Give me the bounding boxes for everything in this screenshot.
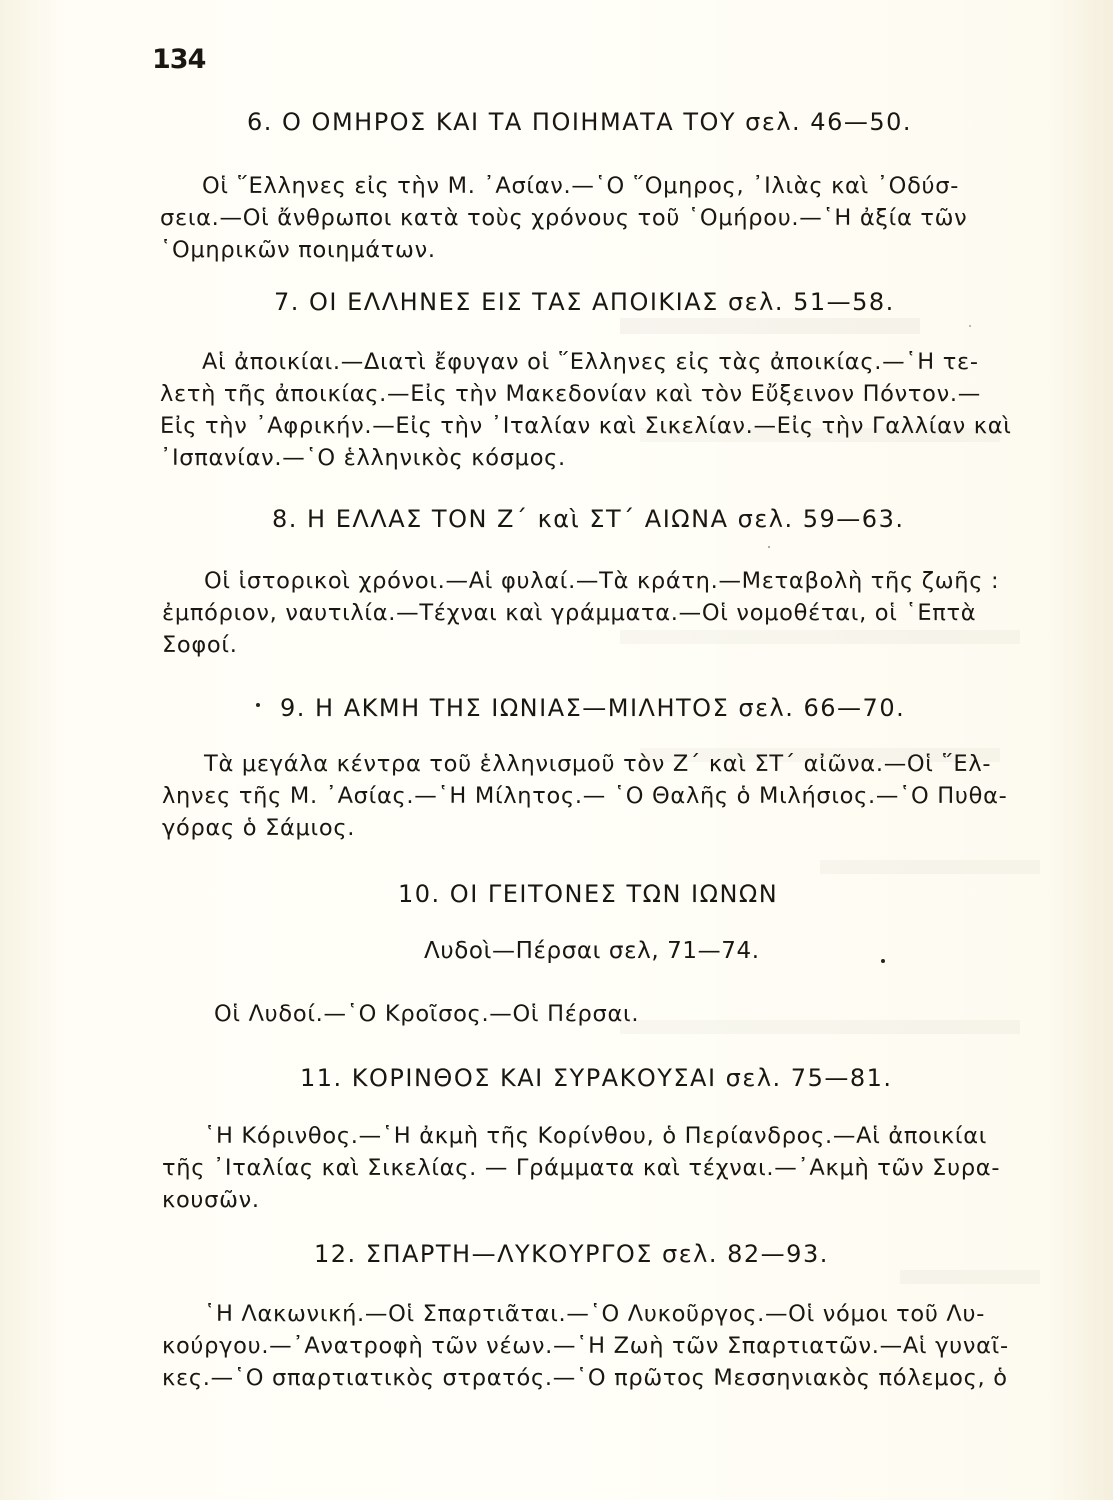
section-summary <box>162 748 1024 844</box>
summary-line: ἐμπόριον, ναυτιλία.—Τέχναι καὶ γράμματα.—Οἱ νομοθέται, οἱ ῾Επτὰ <box>162 600 977 626</box>
summary-line: γόρας ὁ Σάμιος. <box>162 815 356 841</box>
summary-line: ῾Η Κόρινθος.—῾Η ἀκμὴ τῆς Κορίνθου, ὁ Περίανδρος.—Αἱ ἀποικίαι <box>204 1123 988 1149</box>
section-heading: 10. ΟΙ ΓΕΙΤΟΝΕΣ ΤΩΝ ΙΩΝΩΝ <box>398 880 779 908</box>
summary-line: Τὰ μεγάλα κέντρα τοῦ ἑλληνισμοῦ τὸν Ζ΄ καὶ ΣΤ΄ αἰῶνα.—Οἱ ῞Ελ- <box>204 751 992 777</box>
show-through-smudge <box>820 860 1040 874</box>
summary-line: κουσῶν. <box>162 1187 260 1213</box>
section-summary <box>160 170 1022 266</box>
summary-line: Οἱ ἱστορικοὶ χρόνοι.—Αἱ φυλαί.—Τὰ κράτη.—Μεταβολὴ τῆς ζωῆς : <box>204 568 1000 594</box>
ink-speck <box>969 325 971 327</box>
ink-speck <box>256 703 260 707</box>
summary-line: ληνες τῆς Μ. ᾿Ασίας.—῾Η Μίλητος.— ῾Ο Θαλῆς ὁ Μιλήσιος.—῾Ο Πυθα- <box>162 783 1008 809</box>
page-number: 134 <box>152 44 206 75</box>
section-heading: 6. Ο ΟΜΗΡΟΣ ΚΑΙ ΤΑ ΠΟΙΗΜΑΤΑ ΤΟΥ σελ. 46—50. <box>247 108 913 136</box>
ink-speck <box>881 959 885 963</box>
summary-line: ῾Ομηρικῶν ποιημάτων. <box>160 237 436 263</box>
summary-line: λετὴ τῆς ἀποικίας.—Εἰς τὴν Μακεδονίαν καὶ τὸν Εὔξεινον Πόντον.— <box>160 381 981 407</box>
section-summary <box>214 998 1014 1030</box>
summary-line: κες.—῾Ο σπαρτιατικὸς στρατός.—῾Ο πρῶτος Μεσσηνιακὸς πόλεμος, ὁ <box>162 1365 1008 1391</box>
section-summary <box>162 1298 1024 1394</box>
summary-line: Εἰς τὴν ᾿Αφρικήν.—Εἰς τὴν ᾿Ιταλίαν καὶ Σικελίαν.—Εἰς τὴν Γαλλίαν καὶ <box>160 413 1012 439</box>
section-subheading: Λυδοὶ—Πέρσαι σελ, 71—74. <box>424 938 760 964</box>
show-through-smudge <box>620 318 920 334</box>
summary-line: κούργου.—᾿Ανατροφὴ τῶν νέων.—῾Η Ζωὴ τῶν Σπαρτιατῶν.—Αἱ γυναῖ- <box>162 1333 1009 1359</box>
summary-line: τῆς ᾿Ιταλίας καὶ Σικελίας. — Γράμματα καὶ τέχναι.—᾿Ακμὴ τῶν Συρα- <box>162 1155 1001 1181</box>
section-heading: 7. ΟΙ ΕΛΛΗΝΕΣ ΕΙΣ ΤΑΣ ΑΠΟΙΚΙΑΣ σελ. 51—58. <box>274 288 895 316</box>
section-summary <box>162 565 1024 661</box>
summary-line: ᾿Ισπανίαν.—῾Ο ἑλληνικὸς κόσμος. <box>160 445 566 471</box>
summary-line: Σοφοί. <box>162 632 238 658</box>
section-heading: 9. Η ΑΚΜΗ ΤΗΣ ΙΩΝΙΑΣ—ΜΙΛΗΤΟΣ σελ. 66—70. <box>280 694 906 722</box>
section-summary <box>162 1120 1024 1216</box>
ink-speck <box>768 546 770 548</box>
section-heading: 12. ΣΠΑΡΤΗ—ΛΥΚΟΥΡΓΟΣ σελ. 82—93. <box>314 1240 829 1268</box>
summary-line: ῾Η Λακωνική.—Οἱ Σπαρτιᾶται.—῾Ο Λυκοῦργος.—Οἱ νόμοι τοῦ Λυ- <box>204 1301 986 1327</box>
summary-line: Οἱ Λυδοί.—῾Ο Κροῖσος.—Οἱ Πέρσαι. <box>214 1001 640 1027</box>
section-heading: 8. Η ΕΛΛΑΣ ΤΟΝ Ζ΄ καὶ ΣΤ΄ ΑΙΩΝΑ σελ. 59—63. <box>272 505 905 533</box>
summary-line: Αἱ ἀποικίαι.—Διατὶ ἔφυγαν οἱ ῞Ελληνες εἰς τὰς ἀποικίας.—῾Η τε- <box>202 349 979 375</box>
section-heading: 11. ΚΟΡΙΝΘΟΣ ΚΑΙ ΣΥΡΑΚΟΥΣΑΙ σελ. 75—81. <box>300 1064 893 1092</box>
show-through-smudge <box>900 1270 1040 1284</box>
summary-line: Οἱ ῞Ελληνες εἰς τὴν Μ. ᾿Ασίαν.—῾Ο ῞Ομηρος, ᾿Ιλιὰς καὶ ᾿Οδύσ- <box>202 173 960 199</box>
summary-line: σεια.—Οἱ ἄνθρωποι κατὰ τοὺς χρόνους τοῦ ῾Ομήρου.—῾Η ἀξία τῶν <box>160 205 968 231</box>
section-summary <box>160 346 1022 474</box>
